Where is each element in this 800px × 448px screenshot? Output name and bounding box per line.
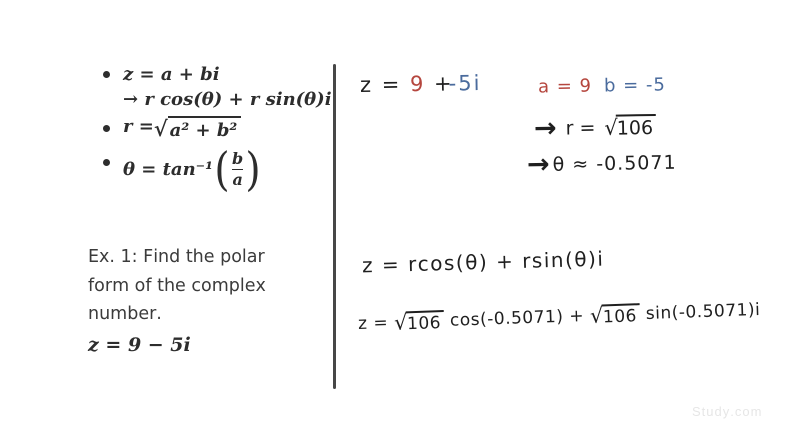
example-line1: Ex. 1: Find the polar <box>88 247 265 267</box>
radical-sign: √ <box>393 310 409 335</box>
fraction-denominator: a <box>232 170 243 190</box>
bullet-dot <box>103 71 110 78</box>
formula-z-line2: → r cos(θ) + r sin(θ)i <box>123 89 332 110</box>
hw-r-radical <box>604 114 656 139</box>
hw-polar-template: z = rcos(θ) + rsin(θ)i <box>361 246 605 278</box>
example-complex-number: z = 9 − 5i <box>88 333 191 356</box>
hw-theta-value: θ ≈ -0.5071 <box>552 151 677 176</box>
hw-final-radical2 <box>590 302 641 328</box>
bullet-dot <box>103 159 110 166</box>
typed-notes-panel <box>103 62 332 196</box>
hw-z-lhs: z = <box>359 72 411 98</box>
example-line3: number. <box>88 304 162 324</box>
formula-z-line1: z = a + bi <box>123 64 220 85</box>
example-prompt <box>88 243 266 359</box>
hw-final-answer <box>358 298 761 336</box>
hw-r-radicand: 106 <box>616 113 657 139</box>
formula-z-rectangular <box>103 62 332 112</box>
hw-final-lhs: z = <box>357 312 389 335</box>
hw-theta-result <box>527 149 677 179</box>
hw-r-result <box>533 112 657 145</box>
hw-z-equation <box>360 71 482 97</box>
hw-z-plus: + <box>425 71 454 96</box>
fraction-numerator: b <box>232 149 244 169</box>
divider-line <box>333 64 336 389</box>
formula-theta <box>103 142 332 196</box>
radical-sign: √ <box>589 303 605 328</box>
example-line2: form of the complex <box>88 275 266 296</box>
hw-b-value: b = -5 <box>603 74 667 97</box>
hw-z-imaginary-part: -5i <box>448 70 482 96</box>
close-paren: ) <box>245 142 261 196</box>
formula-theta-lhs: θ = tan⁻¹ <box>123 159 214 181</box>
hw-final-radicand1: 106 <box>406 310 445 334</box>
hw-z-real-part: 9 <box>409 71 426 97</box>
hw-final-cos-term: cos(-0.5071) + <box>449 306 585 331</box>
hw-r-lhs: r = <box>565 116 596 140</box>
hw-final-radicand2: 106 <box>602 303 641 327</box>
arrow-icon: → <box>533 112 557 145</box>
arrow-icon: → <box>526 148 550 181</box>
radical-sign: √ <box>153 116 168 141</box>
formula-r-radicand: a² + b² <box>168 116 242 141</box>
watermark: Study.com <box>692 404 763 419</box>
hw-a-value: a = 9 <box>537 75 593 98</box>
open-paren: ( <box>214 142 230 196</box>
formula-r-lhs: r = <box>123 116 154 137</box>
hw-final-radical1 <box>394 309 445 335</box>
hw-final-sin-term: sin(-0.5071)i <box>645 299 761 324</box>
bullet-dot <box>103 125 110 132</box>
formula-r <box>103 116 332 141</box>
radical-sign: √ <box>604 115 619 140</box>
fraction-b-over-a <box>232 151 243 188</box>
